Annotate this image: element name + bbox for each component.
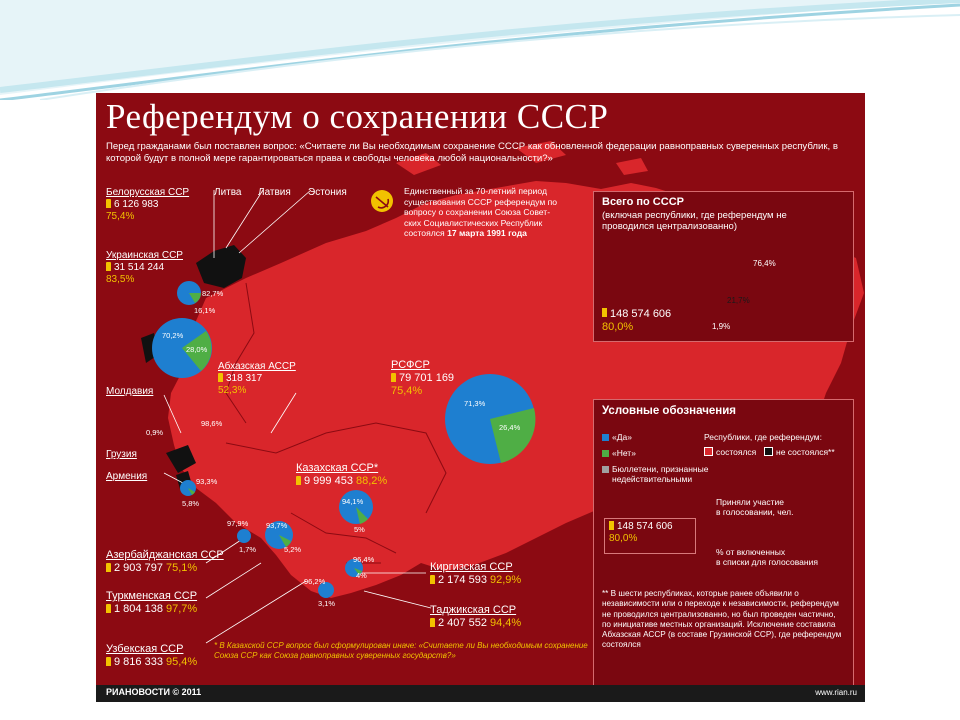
legend-republics-header: Республики, где референдум: bbox=[704, 432, 823, 442]
kazakh-pie-no: 5% bbox=[354, 525, 365, 534]
legend-footnote: ** В шести республиках, которые ранее объявили о независимости или о переходе к независимости, референдум не проводился централизованно, но был проведен частично, по инициативе местных организаций. Исключение составила Абхазская АССР (в составе Грузинской ССР), где референдум состоялся bbox=[602, 589, 842, 650]
abkhazia-pie-yes: 98,6% bbox=[201, 419, 223, 428]
legend-participated: Приняли участие в голосовании, чел. bbox=[716, 497, 794, 517]
latvia-label: Латвия bbox=[258, 187, 291, 198]
referendum-poster bbox=[96, 93, 865, 702]
rsfsr-label: РСФСР 79 701 169 75,4% bbox=[391, 359, 455, 397]
uzbek-pie-no: 3,1% bbox=[318, 599, 336, 608]
azerbaijan-pie-no: 1,7% bbox=[239, 545, 257, 554]
azerbaijan-pie-yes: 97,9% bbox=[227, 519, 249, 528]
rsfsr-pie-yes: 71,3% bbox=[464, 399, 486, 408]
kirgiz-pie-no: 4% bbox=[356, 571, 367, 580]
belarus-pie-no: 16,1% bbox=[194, 306, 216, 315]
baltic-republics-shape bbox=[196, 245, 246, 288]
referendum-question: Перед гражданами был поставлен вопрос: «Считаете ли Вы необходимым сохранение СССР как обновленной федерации равноправных суверенных республик, в которой будут в полной мере гарантироваться права и свободы человека любой национальности?» bbox=[106, 141, 838, 164]
rsfsr-pie-no: 26,4% bbox=[499, 423, 521, 432]
total-subtitle: (включая республики, где референдум не проводился централизованно) bbox=[602, 210, 787, 232]
armenia-pie-no: 5,8% bbox=[182, 499, 200, 508]
kazakh-pie-yes: 94,1% bbox=[342, 497, 364, 506]
total-ussr-panel bbox=[593, 191, 854, 342]
legend-title: Условные обозначения bbox=[602, 405, 737, 417]
lithuania-label: Литва bbox=[214, 187, 242, 198]
turkmen-label: Туркменская ССР 1 804 138 97,7% bbox=[106, 590, 198, 615]
total-pie-yes: 76,4% bbox=[753, 259, 776, 268]
total-pie-no: 21,7% bbox=[727, 296, 750, 305]
kirgiz-pie-yes: 96,4% bbox=[353, 555, 375, 564]
source-credit: РИАНОВОСТИ © 2011 bbox=[106, 687, 202, 697]
legend-panel bbox=[593, 399, 854, 691]
kazakh-label: Казахская ССР* 9 999 453 88,2% bbox=[296, 462, 388, 487]
ukraine-pie-no: 28,0% bbox=[186, 345, 208, 354]
kirgiz-label: Киргизская ССР 2 174 593 92,9% bbox=[430, 561, 522, 586]
moldova-label: Молдавия bbox=[106, 386, 154, 397]
azerbaijan-label: Азербайджанская ССР 2 903 797 75,1% bbox=[106, 549, 224, 574]
armenia-pie-chart bbox=[180, 480, 196, 496]
estonia-label: Эстония bbox=[308, 187, 347, 198]
legend-yes: «Да» bbox=[602, 432, 632, 442]
legend-no: «Нет» bbox=[602, 448, 636, 458]
ukraine-label: Украинская ССР 31 514 244 83,5% bbox=[106, 250, 183, 285]
legend-invalid: Бюллетени, признанные недействительными bbox=[602, 464, 708, 484]
slide-wave-decoration bbox=[0, 0, 960, 100]
kazakh-pie-chart bbox=[339, 490, 373, 524]
georgia-label: Грузия bbox=[106, 449, 137, 460]
belarus-pie-yes: 82,7% bbox=[202, 289, 224, 298]
abkhazia-label: Абхазская АССР 318 317 52,3% bbox=[218, 361, 296, 396]
legend-sample-values: 148 574 606 80,0% bbox=[604, 518, 696, 554]
turkmen-pie-yes: 93,7% bbox=[266, 521, 288, 530]
legend-not-held: не состоялся** bbox=[764, 447, 835, 457]
uzbek-pie-yes: 96,2% bbox=[304, 577, 326, 586]
total-values: 148 574 606 80,0% bbox=[602, 308, 672, 333]
total-title: Всего по СССР bbox=[602, 196, 684, 208]
abkhazia-pie-no: 0,9% bbox=[146, 428, 164, 437]
poster-title: Референдум о сохранении СССР bbox=[106, 97, 609, 136]
armenia-pie-yes: 93,3% bbox=[196, 477, 218, 486]
tajik-label: Таджикская ССР 2 407 552 94,4% bbox=[430, 604, 522, 629]
poster-footer bbox=[96, 685, 865, 702]
legend-held: состоялся bbox=[704, 447, 756, 457]
belarus-label: Белорусская ССР 6 126 983 75,4% bbox=[106, 187, 190, 222]
referendum-note: Единственный за 70-летний период существования СССР референдум по вопросу о сохранении Союза Совет- ских Социалистических Республик состоялся 17 марта 1991 года bbox=[404, 186, 558, 238]
legend-share: % от включенных в списки для голосования bbox=[716, 547, 818, 567]
source-site: www.rian.ru bbox=[815, 688, 857, 697]
armenia-label: Армения bbox=[106, 471, 148, 482]
uzbek-label: Узбекская ССР 9 816 333 95,4% bbox=[106, 643, 198, 668]
kazakh-question-note: * В Казахской ССР вопрос был сформулирован иначе: «Считаете ли Вы необходимым сохранение Союза ССР как Союза равноправных суверенных государств?» bbox=[214, 641, 588, 660]
azerbaijan-pie-chart bbox=[237, 529, 251, 543]
ukraine-pie-yes: 70,2% bbox=[162, 331, 184, 340]
turkmen-pie-no: 5,2% bbox=[284, 545, 302, 554]
total-pie-invalid: 1,9% bbox=[712, 322, 731, 331]
rsfsr-pie-chart bbox=[445, 374, 535, 464]
